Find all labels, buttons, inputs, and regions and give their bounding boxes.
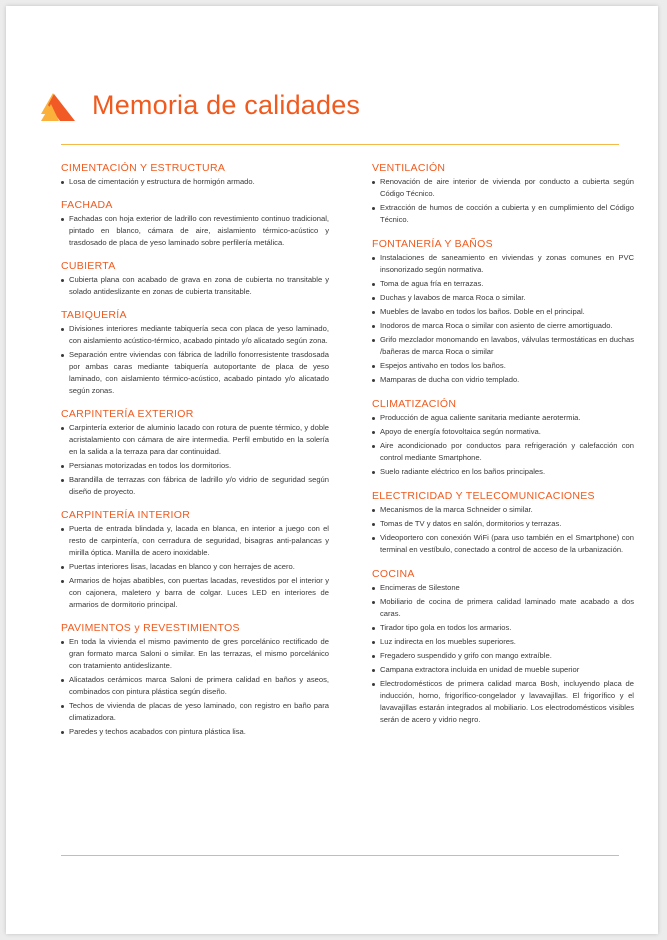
spec-item: Instalaciones de saneamiento en viviendas y zonas comunes en PVC insonorizado según normativa.: [372, 252, 634, 276]
section-heading: CARPINTERÍA INTERIOR: [61, 509, 191, 521]
spec-item: Paredes y techos acabados con pintura plástica lisa.: [61, 726, 329, 738]
spec-list: [61, 213, 329, 249]
spec-item: Apoyo de energía fotovoltaica según normativa.: [372, 426, 634, 438]
spec-list: [61, 636, 329, 738]
section-heading: VENTILACIÓN: [372, 162, 446, 174]
spec-item: Toma de agua fría en terrazas.: [372, 278, 634, 290]
section-heading: PAVIMENTOS y REVESTIMIENTOS: [61, 622, 240, 634]
spec-item: Persianas motorizadas en todos los dormitorios.: [61, 460, 329, 472]
spec-item: Divisiones interiores mediante tabiquería seca con placa de yeso laminado, con aislamiento acústico-térmico, acabado pintado y/o alicatado según zona.: [61, 323, 329, 347]
spec-item: Suelo radiante eléctrico en los baños principales.: [372, 466, 634, 478]
section-heading: TABIQUERÍA: [61, 309, 127, 321]
spec-item: Extracción de humos de cocción a cubierta y en cumplimiento del Código Técnico.: [372, 202, 634, 226]
spec-item: Cubierta plana con acabado de grava en zona de cubierta no transitable y solado antideslizante en zonas de cubierta transitable.: [61, 274, 329, 298]
section-heading: CARPINTERÍA EXTERIOR: [61, 408, 194, 420]
spec-section: [61, 309, 329, 397]
spec-item: Producción de agua caliente sanitaria mediante aerotermia.: [372, 412, 634, 424]
spec-item: Espejos antivaho en todos los baños.: [372, 360, 634, 372]
document-page: [6, 6, 658, 934]
spec-list: [372, 582, 634, 726]
spec-section: [61, 408, 329, 498]
spec-section: [372, 490, 634, 556]
spec-item: Mamparas de ducha con vidrio templado.: [372, 374, 634, 386]
spec-item: Aire acondicionado por conductos para refrigeración y calefacción con control mediante Smartphone.: [372, 440, 634, 464]
spec-list: [61, 523, 329, 611]
spec-section: [372, 238, 634, 386]
spec-section: [372, 162, 634, 226]
spec-list: [372, 252, 634, 386]
page-title: Memoria de calidades: [92, 90, 361, 120]
spec-section: [61, 199, 329, 249]
spec-item: Muebles de lavabo en todos los baños. Doble en el principal.: [372, 306, 634, 318]
spec-list: [372, 176, 634, 226]
section-heading: CIMENTACIÓN Y ESTRUCTURA: [61, 162, 226, 174]
spec-item: En toda la vivienda el mismo pavimento de gres porcelánico rectificado de gran formato marca Saloni o similar. En las terrazas, el mismo porcelánico con tratamiento antideslizante.: [61, 636, 329, 672]
spec-list: [61, 176, 329, 188]
brand-logo-icon: [40, 92, 76, 122]
bottom-divider: [61, 855, 619, 856]
section-heading: COCINA: [372, 568, 415, 580]
spec-item: Tomas de TV y datos en salón, dormitorios y terrazas.: [372, 518, 634, 530]
spec-item: Luz indirecta en los muebles superiores.: [372, 636, 634, 648]
spec-item: Puerta de entrada blindada y, lacada en blanca, en interior a juego con el resto de carpintería, con cerradura de seguridad, bisagras anti-palancas y mirilla óptica. Manilla de acero inoxidable.: [61, 523, 329, 559]
top-divider: [61, 144, 619, 145]
spec-list: [372, 504, 634, 556]
spec-list: [61, 422, 329, 498]
spec-item: Alicatados cerámicos marca Saloni de primera calidad en baños y aseos, combinados con pintura plástica según diseño.: [61, 674, 329, 698]
spec-item: Puertas interiores lisas, lacadas en blanco y con herrajes de acero.: [61, 561, 329, 573]
spec-item: Separación entre viviendas con fábrica de ladrillo fonorresistente trasdosada por ambas caras mediante tabiquería autoportante de placa de yeso laminado, con aislamiento térmico-acústico, acabado pintado y/o alicatado según zonas.: [61, 349, 329, 397]
spec-item: Fachadas con hoja exterior de ladrillo con revestimiento continuo tradicional, pintado en blanco, cámara de aire, aislamiento térmico-acústico y trasdosado de placa de yeso laminado sobre perfilería metálica.: [61, 213, 329, 249]
spec-item: Campana extractora incluida en unidad de mueble superior: [372, 664, 634, 676]
spec-item: Inodoros de marca Roca o similar con asiento de cierre amortiguado.: [372, 320, 634, 332]
spec-item: Fregadero suspendido y grifo con mango extraíble.: [372, 650, 634, 662]
left-column: [61, 162, 329, 749]
spec-section: [61, 509, 329, 611]
spec-section: [61, 260, 329, 298]
spec-item: Duchas y lavabos de marca Roca o similar.: [372, 292, 634, 304]
spec-section: [61, 622, 329, 738]
section-heading: ELECTRICIDAD Y TELECOMUNICACIONES: [372, 490, 595, 502]
spec-item: Armarios de hojas abatibles, con puertas lacadas, revestidos por el interior y con cajonera, maletero y barra de colgar. Luces LED en interiores de armarios de dormitorio principal.: [61, 575, 329, 611]
spec-item: Encimeras de Silestone: [372, 582, 634, 594]
section-heading: CLIMATIZACIÓN: [372, 398, 457, 410]
spec-item: Mecanismos de la marca Schneider o similar.: [372, 504, 634, 516]
spec-item: Carpintería exterior de aluminio lacado con rotura de puente térmico, y doble acristalamiento con cámara de aire intermedia. Perfil embutido en la solería en la salida a la terraza para dar continuidad.: [61, 422, 329, 458]
spec-section: [372, 568, 634, 726]
spec-section: [372, 398, 634, 478]
spec-section: [61, 162, 329, 188]
spec-item: Mobiliario de cocina de primera calidad laminado mate acabado a dos caras.: [372, 596, 634, 620]
spec-list: [61, 274, 329, 298]
spec-item: Electrodomésticos de primera calidad marca Bosh, incluyendo placa de inducción, horno, frigorífico-congelador y lavavajillas. El frigorífico y el lavavajillas estarán integrados al mobiliario. Los electrodomésticos visibles serán de acero y vidrio negro.: [372, 678, 634, 726]
section-heading: FACHADA: [61, 199, 113, 211]
spec-item: Losa de cimentación y estructura de hormigón armado.: [61, 176, 329, 188]
right-column: [372, 162, 634, 738]
spec-item: Techos de vivienda de placas de yeso laminado, con registro en baño para climatizadora.: [61, 700, 329, 724]
spec-list: [372, 412, 634, 478]
section-heading: FONTANERÍA Y BAÑOS: [372, 238, 493, 250]
spec-item: Barandilla de terrazas con fábrica de ladrillo y/o vidrio de seguridad según diseño de proyecto.: [61, 474, 329, 498]
spec-item: Renovación de aire interior de vivienda por conducto a cubierta según Código Técnico.: [372, 176, 634, 200]
spec-item: Tirador tipo gola en todos los armarios.: [372, 622, 634, 634]
spec-list: [61, 323, 329, 397]
spec-item: Grifo mezclador monomando en lavabos, válvulas termostáticas en duchas /bañeras de marca Roca o similar: [372, 334, 634, 358]
section-heading: CUBIERTA: [61, 260, 116, 272]
spec-item: Videoportero con conexión WiFi (para uso también en el Smartphone) con terminal en vestíbulo, conectado a control de acceso de la urbanización.: [372, 532, 634, 556]
